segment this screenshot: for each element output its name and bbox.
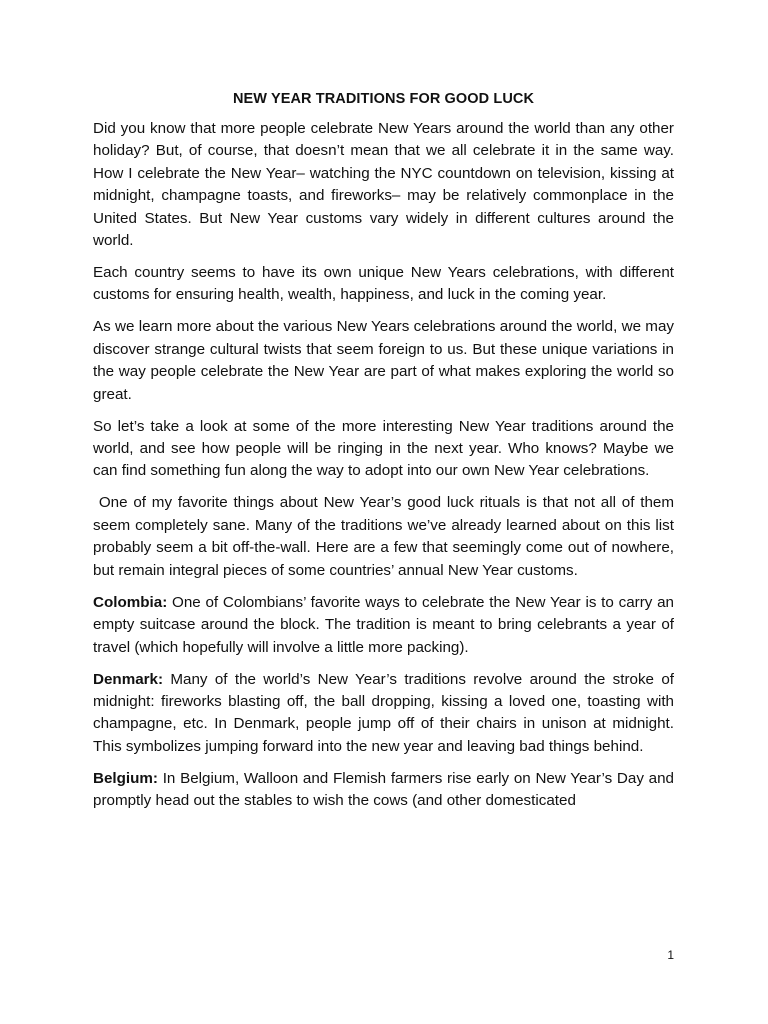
document-title: NEW YEAR TRADITIONS FOR GOOD LUCK [232, 91, 535, 107]
cultural-twists-paragraph: As we learn more about the various New Years celebrations around the world, we may discover strange cultural twists that seem foreign to us. But these unique variations in the way people celebrate the New Year are part of what makes exploring the world so great. [93, 318, 674, 403]
belgium-label: Belgium: [93, 769, 158, 787]
belgium-text: In Belgium, Walloon and Flemish farmers rise early on New Year’s Day and promptly head out the stables to wish the cows (and other domesticated [93, 769, 674, 810]
denmark-paragraph [93, 669, 674, 759]
celebrations-paragraph: Each country seems to have its own unique New Years celebrations, with different customs for ensuring health, wealth, happiness, and luck in the coming year. [93, 264, 674, 304]
denmark-label: Denmark: [93, 670, 164, 688]
colombia-label: Colombia: [93, 593, 168, 611]
look-around-paragraph: So let’s take a look at some of the more interesting New Year traditions around the world, and see how people will be ringing in the next year. Who knows? Maybe we can find something fun along the way to adopt into our own New Year celebrations. [93, 417, 674, 480]
denmark-text: Many of the world’s New Year’s traditions revolve around the stroke of midnight: fireworks blasting off, the ball dropping, kissing a loved one, toasting with champagne, etc. In Denmark, people jump off of their chairs in unison at midnight. This symbolizes jumping forward into the new year and leaving bad things behind. [93, 670, 674, 755]
colombia-text: One of Colombians’ favorite ways to celebrate the New Year is to carry an empty suitcase around the block. The tradition is meant to bring celebrants a year of travel (which hopefully will involve a little more packing). [93, 593, 674, 656]
page-content [93, 88, 679, 822]
favorite-rituals-paragraph: One of my favorite things about New Year’s good luck rituals is that not all of them seem completely sane. Many of the traditions we’ve already learned about on this list probably seem a bit off-the-wall. Here are a few that seemingly come out of nowhere, but remain integral pieces of some countries’ annual New Year customs. [93, 494, 679, 579]
colombia-paragraph [93, 592, 674, 659]
page-number: 1 [667, 948, 674, 962]
intro-paragraph: Did you know that more people celebrate New Years around the world than any other holiday? But, of course, that doesn’t mean that we all celebrate it in the same way. How I celebrate the New Year– watching the NYC countdown on television, kissing at midnight, champagne toasts, and fireworks– may be relatively commonplace in the United States. But New Year customs vary widely in different cultures around the world. [93, 120, 674, 250]
belgium-paragraph [93, 768, 674, 813]
